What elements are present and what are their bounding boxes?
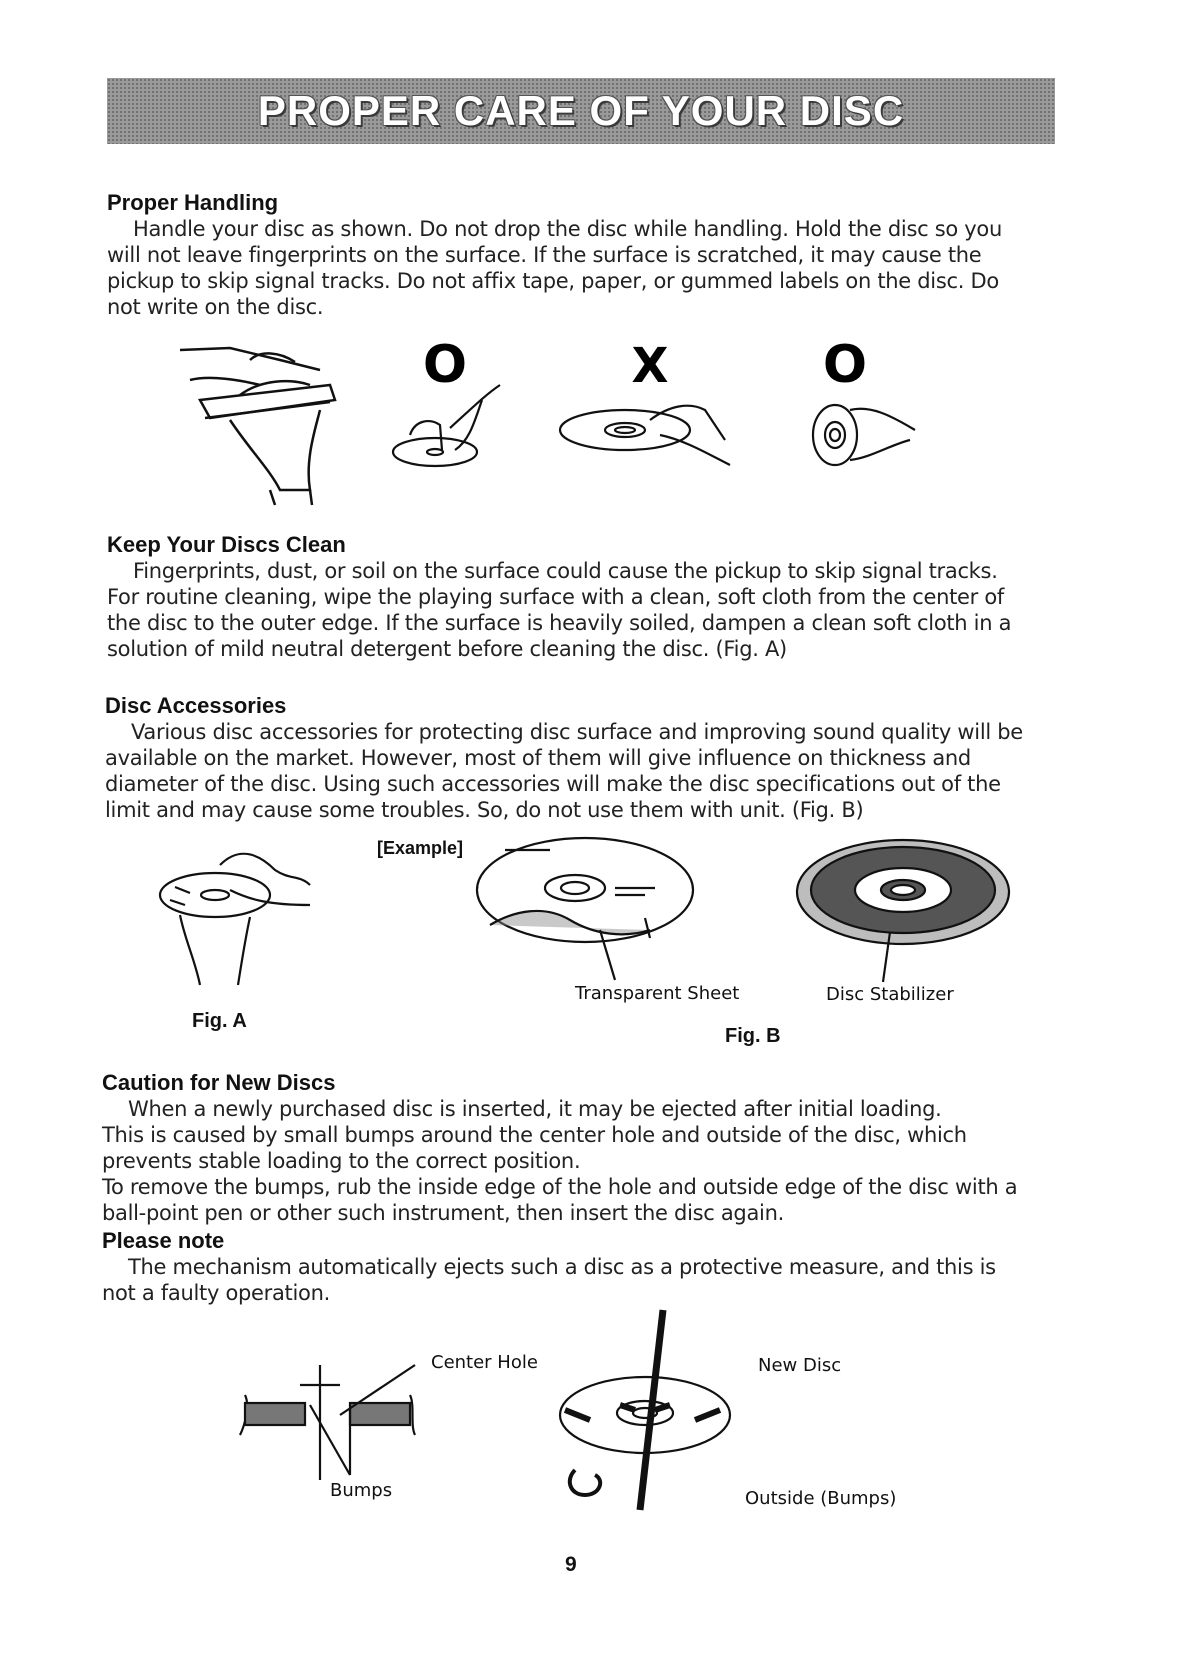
handling-line-2: will not leave fingerprints on the surface. If the surface is scratched, it may cause the xyxy=(107,243,982,267)
new-discs-line-2: This is caused by small bumps around the center hole and outside of the disc, which xyxy=(102,1123,967,1147)
accessories-line-2: available on the market. However, most of them will give influence on thickness and xyxy=(105,746,971,770)
accessories-paragraph xyxy=(105,719,1065,823)
fig-b-label: Fig. B xyxy=(725,1025,781,1047)
clean-line-3: the disc to the outer edge. If the surface is heavily soiled, dampen a clean soft cloth in a xyxy=(107,611,1012,635)
transparent-sheet-illustration xyxy=(475,830,705,980)
clean-line-2: For routine cleaning, wipe the playing surface with a clean, soft cloth from the center of xyxy=(107,585,1005,609)
clean-paragraph xyxy=(107,558,1067,662)
heading-keep-clean: Keep Your Discs Clean xyxy=(107,532,346,557)
finger-in-hole-illustration xyxy=(393,385,500,466)
page-number: 9 xyxy=(565,1553,577,1576)
page-title: PROPER CARE OF YOUR DISC xyxy=(257,87,905,134)
new-disc-label: New Disc xyxy=(758,1355,842,1376)
correct-mark-2: O xyxy=(822,335,868,395)
new-discs-line-5: ball-point pen or other such instrument, then insert the disc again. xyxy=(102,1201,784,1225)
heading-new-discs: Caution for New Discs xyxy=(102,1070,336,1095)
new-discs-paragraph xyxy=(102,1096,1077,1226)
hand-holding-case-illustration xyxy=(180,348,335,505)
center-hole-label: Center Hole xyxy=(431,1352,538,1373)
note-paragraph xyxy=(102,1254,1077,1306)
accessories-line-3: diameter of the disc. Using such accessories will make the disc specifications out of the xyxy=(105,772,1001,796)
fig-a-label: Fig. A xyxy=(192,1010,247,1032)
section-new-discs xyxy=(102,1070,1077,1306)
fig-a-illustration xyxy=(150,845,330,995)
heading-proper-handling: Proper Handling xyxy=(107,190,279,215)
outside-bumps-label: Outside (Bumps) xyxy=(745,1488,897,1509)
handling-line-4: not write on the disc. xyxy=(107,295,324,319)
handling-illustrations xyxy=(170,335,970,510)
disc-stabilizer-illustration xyxy=(795,832,1015,982)
handling-line-1: Handle your disc as shown. Do not drop the disc while handling. Hold the disc so you xyxy=(133,217,1002,241)
heading-disc-accessories: Disc Accessories xyxy=(105,693,287,718)
example-label: [Example] xyxy=(377,838,464,858)
accessories-line-4: limit and may cause some troubles. So, do not use them with unit. (Fig. B) xyxy=(105,798,864,822)
new-discs-line-3: prevents stable loading to the correct position. xyxy=(102,1149,581,1173)
bumps-cross-section-illustration xyxy=(240,1365,420,1485)
note-line-1: The mechanism automatically ejects such a disc as a protective measure, and this is xyxy=(128,1255,996,1279)
section-proper-handling xyxy=(107,190,1067,320)
handling-line-3: pickup to skip signal tracks. Do not affix tape, paper, or gummed labels on the disc. Do xyxy=(107,269,999,293)
clean-line-1: Fingerprints, dust, or soil on the surface could cause the pickup to skip signal tracks. xyxy=(133,559,998,583)
clean-line-4: solution of mild neutral detergent before cleaning the disc. (Fig. A) xyxy=(107,637,787,661)
section-disc-accessories xyxy=(105,693,1065,823)
new-discs-line-1: When a newly purchased disc is inserted, it may be ejected after initial loading. xyxy=(128,1097,942,1121)
new-discs-line-4: To remove the bumps, rub the inside edge of the hole and outside edge of the disc with a xyxy=(102,1175,1018,1199)
accessories-line-1: Various disc accessories for protecting disc surface and improving sound quality will be xyxy=(131,720,1023,744)
bumps-label: Bumps xyxy=(330,1480,393,1501)
page-title-banner xyxy=(107,78,1055,144)
edge-hold-illustration xyxy=(813,405,915,465)
handling-paragraph xyxy=(107,216,1067,320)
heading-please-note: Please note xyxy=(102,1228,225,1253)
pen-and-disc-illustration xyxy=(545,1310,745,1520)
transparent-sheet-label: Transparent Sheet xyxy=(575,983,740,1004)
note-line-2: not a faulty operation. xyxy=(102,1281,330,1305)
section-keep-clean xyxy=(107,532,1067,662)
disc-stabilizer-label: Disc Stabilizer xyxy=(826,984,954,1005)
correct-mark-1: O xyxy=(422,335,468,395)
wrong-mark: X xyxy=(631,338,669,394)
thumb-on-surface-illustration xyxy=(560,406,730,465)
